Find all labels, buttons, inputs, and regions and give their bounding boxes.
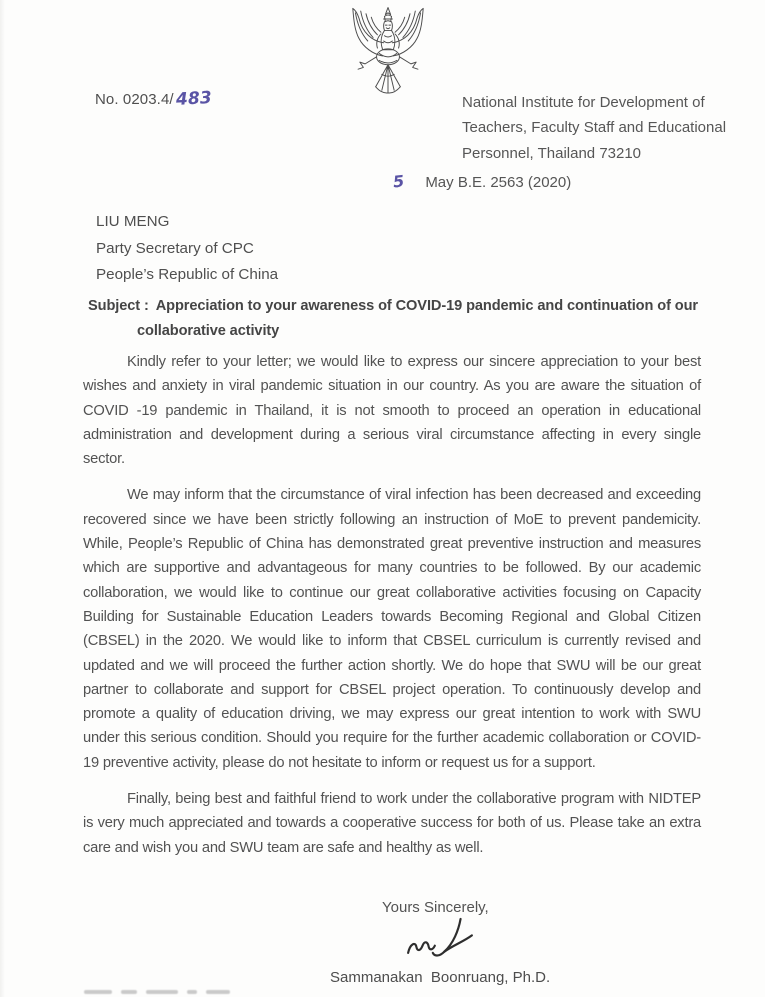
date-text: May B.E. 2563 (2020) [425, 174, 572, 191]
closing-salutation: Yours Sincerely, [382, 899, 489, 916]
reference-number-handwritten: 483 [175, 88, 212, 110]
subject-text-line2: collaborative activity [137, 323, 280, 340]
letter-body [83, 350, 701, 872]
garuda-emblem [344, 4, 432, 122]
date-line [393, 172, 571, 191]
recipient-name: LIU MENG [96, 213, 170, 230]
reference-number-printed: No. 0203.4/ [95, 91, 174, 108]
body-paragraph: We may inform that the circumstance of viral infection has been decreased and exceeding recovered since we have been strictly following an instruction of MoE to prevent pandemicity. While, People’s Republic of China has demonstrated great preventive instruction and measures which are supportive and advantageous for many countries to be followed. By our academic collaboration, we would like to continue our great collaborative activities focusing on Capacity Building for Sustainable Education Leaders towards Becoming Regional and Global Citizen (CBSEL) in the 2020. We would like to inform that CBSEL curriculum is currently revised and updated and we will proceed the further action shortly. We do hope that SWU will be our great partner to collaborate and support for CBSEL project operation. To continuously develop and promote a quality of education driving, we may express our great intention to work with SWU under this serious condition. Should you require for the further academic collaboration or COVID-19 preventive activity, please do not hesitate to inform or request us for a support. [83, 487, 701, 771]
recipient-title: Party Secretary of CPC [96, 239, 254, 257]
signature-handwritten [404, 915, 476, 963]
subject-block [88, 294, 713, 345]
body-paragraph: Kindly refer to your letter; we would like to express our sincere appreciation to your best wishes and anxiety in viral pandemic situation in our country. As you are aware the situation of COVID -19 pandemic in Thailand, it is not smooth to proceed an operation in educational administration and development during a serious viral circumstance affecting in every single sector. [83, 354, 701, 468]
sender-address-line: National Institute for Development of [462, 94, 705, 111]
sender-address [462, 90, 726, 166]
clipped-bottom-text [84, 990, 304, 997]
reference-number [95, 89, 211, 109]
subject-first-line [88, 294, 713, 319]
sender-address-line: Teachers, Faculty Staff and Educational [462, 119, 727, 137]
subject-text-line1: Appreciation to your awareness of COVID-19 pandemic and continuation of our [155, 298, 699, 314]
date-day-handwritten: 5 [392, 171, 406, 192]
sender-address-line: Personnel, Thailand 73210 [462, 144, 642, 162]
recipient-country: People’s Republic of China [96, 266, 279, 284]
body-paragraph: Finally, being best and faithful friend to work under the collaborative program with NIDTEP is very much appreciated and towards a cooperative success for both of us. Please take an extra care and wish you and SWU team are safe and healthy as well. [83, 791, 701, 856]
subject-label: Subject : [88, 298, 149, 314]
recipient-block [96, 209, 278, 289]
signatory-name: Sammanakan Boonruang, Ph.D. [330, 969, 551, 986]
